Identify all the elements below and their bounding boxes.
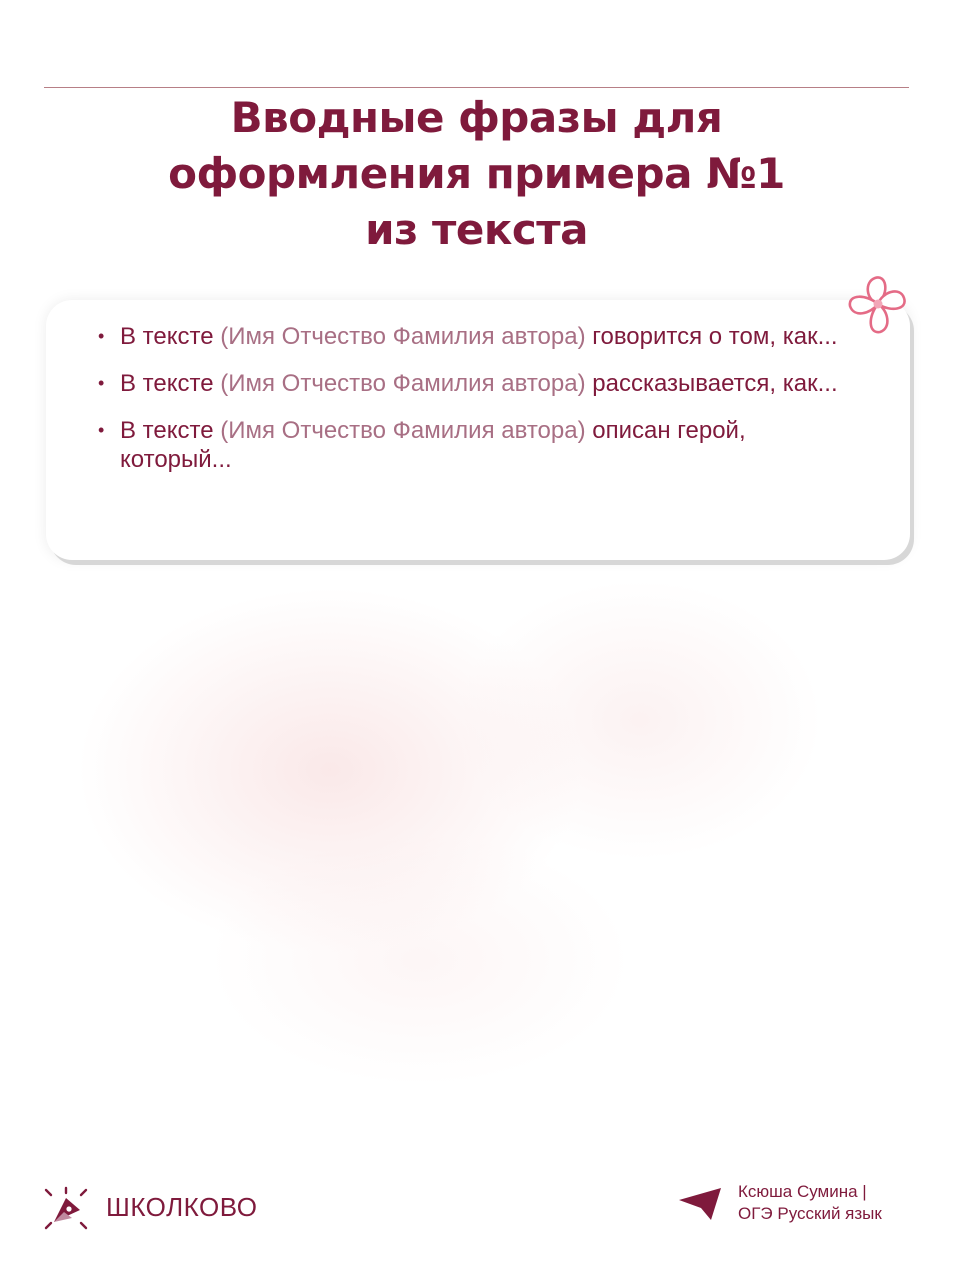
- list-item: [98, 322, 860, 351]
- author-placeholder: (Имя Отчество Фамилия автора): [220, 370, 586, 397]
- background-blur: [0, 540, 953, 1100]
- phrase-list: [98, 322, 860, 492]
- author-line-2: ОГЭ Русский язык: [738, 1204, 882, 1223]
- list-item: [98, 369, 860, 398]
- title-line-1: Вводные фразы для: [230, 93, 723, 142]
- list-item: [98, 416, 860, 474]
- item-tail: говорится о том, как...: [585, 323, 838, 350]
- bullet: •: [98, 420, 105, 440]
- item-tail: рассказывается, как...: [585, 370, 838, 397]
- page-title: [0, 90, 953, 258]
- author-placeholder: (Имя Отчество Фамилия автора): [220, 417, 586, 444]
- item-lead: В тексте: [120, 323, 221, 350]
- author-credit: [738, 1181, 882, 1225]
- top-divider: [44, 87, 909, 88]
- author-line-1: Ксюша Сумина |: [738, 1182, 867, 1201]
- author-placeholder: (Имя Отчество Фамилия автора): [220, 323, 586, 350]
- bullet: •: [98, 373, 105, 393]
- telegram-plane-icon: [677, 1186, 723, 1222]
- shkolkovo-logo: [42, 1186, 92, 1232]
- bullet: •: [98, 326, 105, 346]
- title-line-2: оформления примера №1: [168, 149, 785, 198]
- title-line-3: из текста: [365, 205, 588, 254]
- brand-name: ШКОЛКОВО: [106, 1192, 258, 1222]
- item-tail: описан герой, который...: [120, 417, 746, 473]
- item-lead: В тексте: [120, 370, 221, 397]
- item-lead: В тексте: [120, 417, 221, 444]
